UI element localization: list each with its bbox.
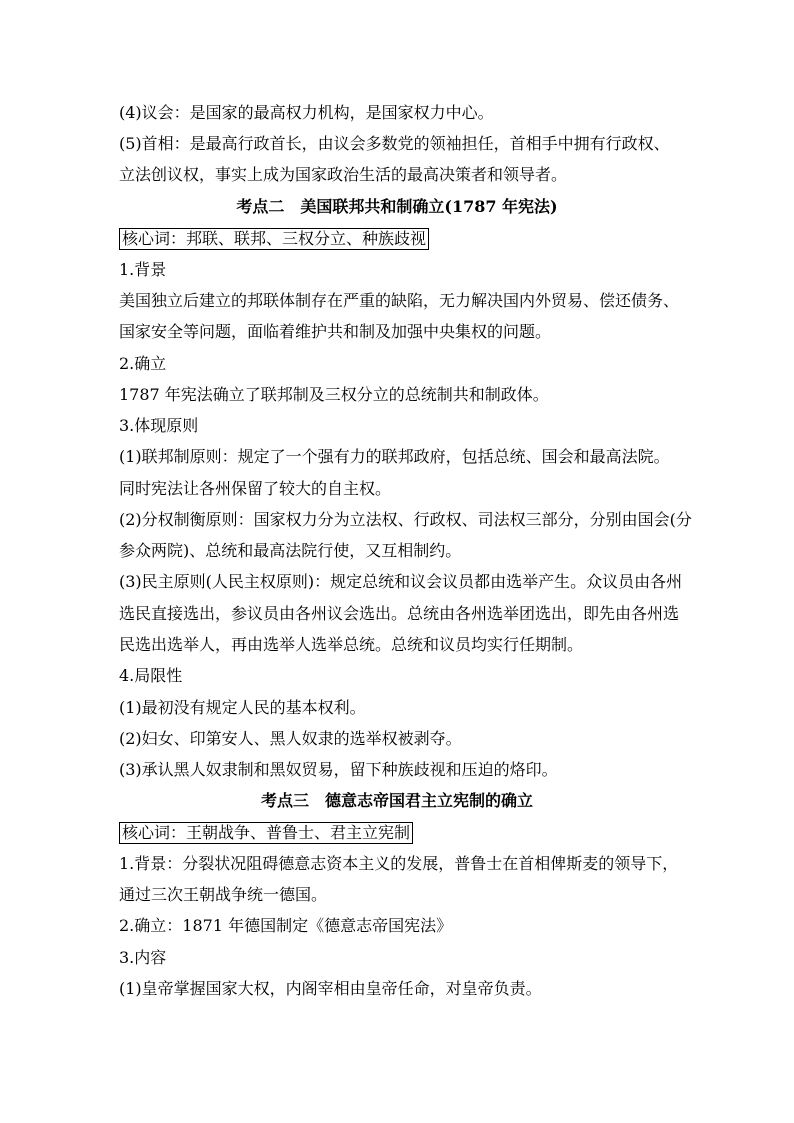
paragraph-establishment: 1787 年宪法确立了联邦制及三权分立的总统制共和制政体。 bbox=[119, 385, 549, 404]
principle-federal-2: 同时宪法让各州保留了较大的自主权。 bbox=[119, 479, 392, 498]
paragraph-parliament: (4)议会：是国家的最高权力机构，是国家权力中心。 bbox=[119, 103, 494, 122]
subheading-establishment: 2.确立 bbox=[119, 354, 167, 373]
germany-background-1: 1.背景：分裂状况阻碍德意志资本主义的发展，普鲁士在首相俾斯麦的领导下， bbox=[119, 854, 679, 873]
principle-federal-1: (1)联邦制原则：规定了一个强有力的联邦政府，包括总统、国会和最高法院。 bbox=[119, 447, 670, 466]
section-heading-2: 考点二 美国联邦共和制确立(1787 年宪法) bbox=[236, 197, 558, 216]
principle-checks-2: 参众两院)、总统和最高法院行使，又互相制约。 bbox=[119, 541, 462, 560]
core-words-3: 核心词：王朝战争、普鲁士、君主立宪制 bbox=[119, 822, 413, 844]
principle-democracy-1: (3)民主原则(人民主权原则)：规定总统和议会议员都由选举产生。众议员由各州 bbox=[119, 572, 683, 591]
limitation-3: (3)承认黑人奴隶制和黑奴贸易，留下种族歧视和压迫的烙印。 bbox=[119, 760, 558, 779]
paragraph-background-1: 美国独立后建立的邦联体制存在严重的缺陷，无力解决国内外贸易、偿还债务、 bbox=[119, 291, 680, 310]
paragraph-prime-minister-2: 立法创议权，事实上成为国家政治生活的最高决策者和领导者。 bbox=[119, 165, 568, 184]
principle-democracy-2: 选民直接选出，参议员由各州议会选出。总统由各州选举团选出，即先由各州选 bbox=[119, 604, 680, 623]
limitation-1: (1)最初没有规定人民的基本权利。 bbox=[119, 698, 366, 717]
germany-content-1: (1)皇帝掌握国家大权，内阁宰相由皇帝任命，对皇帝负责。 bbox=[119, 979, 542, 998]
core-words-2: 核心词：邦联、联邦、三权分立、种族歧视 bbox=[119, 228, 429, 250]
paragraph-background-2: 国家安全等问题，面临着维护共和制及加强中央集权的问题。 bbox=[119, 322, 552, 341]
germany-content-heading: 3.内容 bbox=[119, 948, 167, 967]
core-words-box-3 bbox=[119, 822, 413, 844]
section-heading-3: 考点三 德意志帝国君主立宪制的确立 bbox=[260, 791, 533, 810]
principle-checks-1: (2)分权制衡原则：国家权力分为立法权、行政权、司法权三部分，分别由国会(分 bbox=[119, 510, 692, 529]
principle-democracy-3: 民选出选举人，再由选举人选举总统。总统和议员均实行任期制。 bbox=[119, 635, 584, 654]
paragraph-prime-minister-1: (5)首相：是最高行政首长，由议会多数党的领袖担任，首相手中拥有行政权、 bbox=[119, 134, 670, 153]
subheading-background: 1.背景 bbox=[119, 260, 167, 279]
germany-establishment: 2.确立：1871 年德国制定《德意志帝国宪法》 bbox=[119, 916, 453, 935]
germany-background-2: 通过三次王朝战争统一德国。 bbox=[119, 885, 328, 904]
limitation-2: (2)妇女、印第安人、黑人奴隶的选举权被剥夺。 bbox=[119, 729, 462, 748]
core-words-box-2 bbox=[119, 228, 429, 250]
subheading-limitations: 4.局限性 bbox=[119, 666, 183, 685]
subheading-principles: 3.体现原则 bbox=[119, 416, 199, 435]
